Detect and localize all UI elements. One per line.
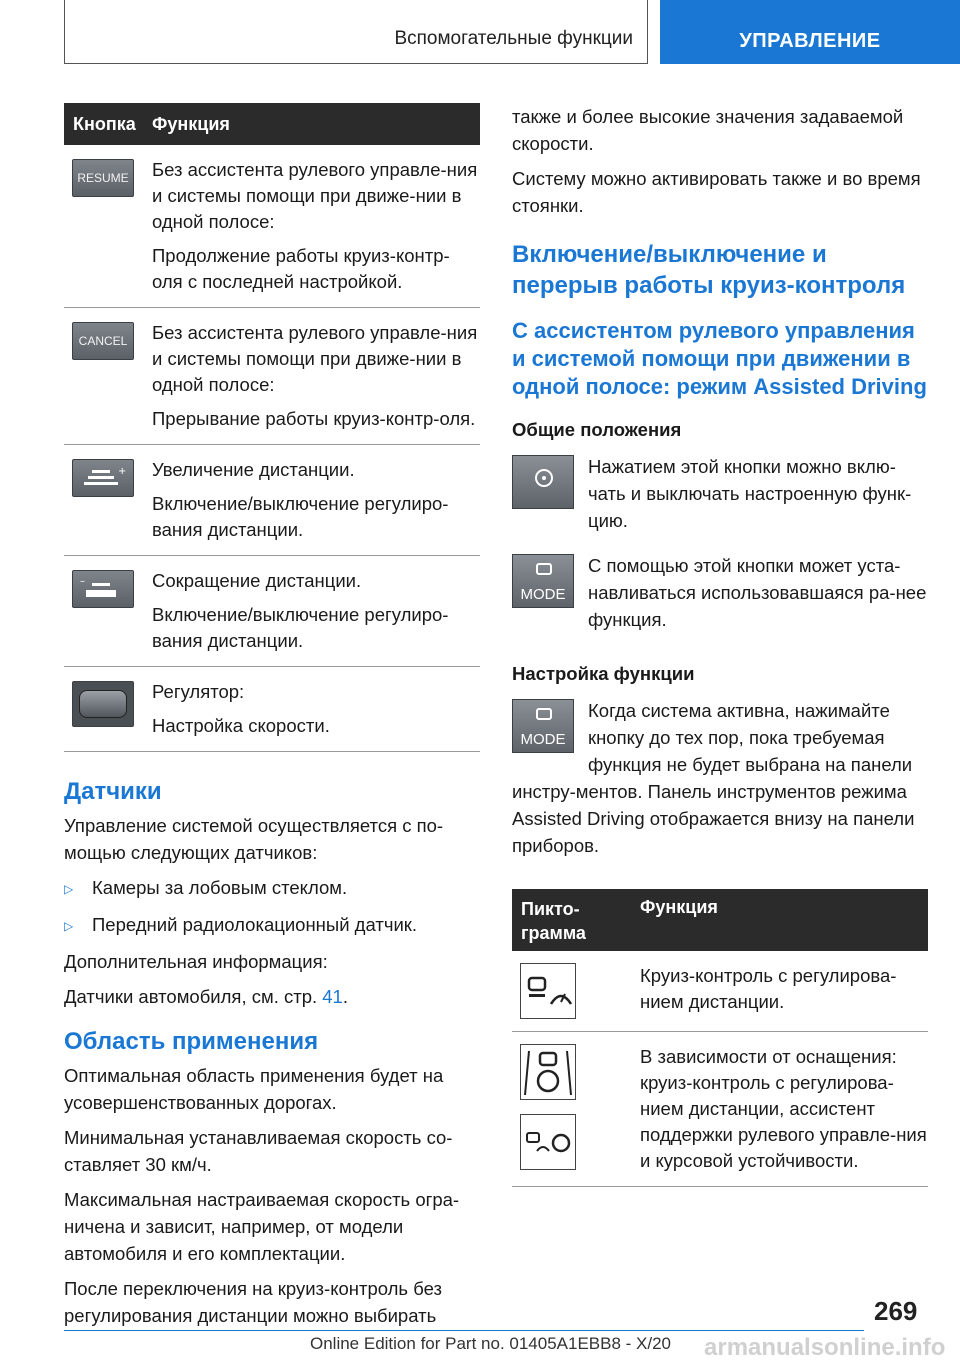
- usage-para: После переключения на круиз-контроль без регулирования дистанции можно выбирать: [64, 1278, 442, 1326]
- mode-button-icon: MODE: [512, 699, 574, 753]
- triangle-bullet-icon: ▷: [64, 919, 74, 933]
- right-column: [512, 103, 928, 1187]
- triangle-bullet-icon: ▷: [64, 882, 74, 896]
- setup-text: Когда система активна, нажимайте кнопку до тех пор, пока требуемая функция не будет выбрана на панели инстру-ментов. Панель инструментов режима Assisted Driving отображается внизу на панели приборов.: [512, 700, 915, 856]
- onoff-heading: Включение/выключение и перерыв работы круиз-контроля: [512, 241, 906, 299]
- assist-heading: С ассистентом рулевого управления и системой помощи при движении в одной полосе: режим Assisted Driving: [512, 318, 927, 399]
- table-row: [64, 556, 480, 667]
- row-text: Круиз-контроль с регулирова-нием дистанции.: [640, 965, 897, 1012]
- row-text: Продолжение работы круиз-контр-оля с последней настройкой.: [152, 245, 450, 292]
- press-text: Нажатием этой кнопки можно вклю-чать и выключать настроенную функ-цию.: [588, 456, 912, 531]
- continued-text: также и более высокие значения задаваемой скорости.: [512, 106, 904, 154]
- mode-text: С помощью этой кнопки может уста-навливаться использовавшаяся ра-нее функция.: [588, 555, 927, 630]
- usage-heading: Область применения: [64, 1028, 319, 1055]
- pictogram-table: [512, 889, 928, 1187]
- list-item: ▷ Передний радиолокационный датчик.: [64, 911, 480, 940]
- chapter-tab[interactable]: УПРАВЛЕНИЕ: [660, 0, 960, 64]
- footer-divider: [64, 1330, 864, 1331]
- page-link[interactable]: 41: [322, 986, 343, 1007]
- header-function: Функция: [152, 113, 230, 134]
- row-text: Включение/выключение регулиро-вания дистанции.: [152, 493, 449, 540]
- row-text: Прерывание работы круиз-контр-оля.: [152, 408, 476, 429]
- table-header: [512, 889, 928, 951]
- row-text: Увеличение дистанции.: [152, 459, 355, 480]
- row-text: Регулятор:: [152, 681, 245, 702]
- table-row: [64, 145, 480, 308]
- header-pictogram: Пикто-грамма: [521, 899, 586, 943]
- header-button: Кнопка: [73, 113, 136, 134]
- watermark: armanualsonline.info: [704, 1334, 946, 1361]
- acc-distance-icon: [520, 963, 576, 1019]
- row-text: Настройка скорости.: [152, 715, 330, 736]
- assist-toggle-button-icon: [512, 455, 574, 509]
- list-item: ▷ Камеры за лобовым стеклом.: [64, 874, 480, 903]
- row-text: В зависимости от оснащения: круиз-контроль с регулирова-нием дистанции, ассистент поддержки рулевого управле-ния и курсовой устойчивости.: [640, 1046, 927, 1171]
- usage-para: Минимальная устанавливаемая скорость со-ставляет 30 км/ч.: [64, 1127, 453, 1175]
- distance-decrease-icon: [72, 570, 134, 608]
- resume-button-icon: RESUME: [72, 159, 134, 197]
- row-text: Сокращение дистанции.: [152, 570, 362, 591]
- svg-text:–: –: [80, 576, 85, 587]
- sensors-intro: Управление системой осуществляется с по-мощью следующих датчиков:: [64, 815, 444, 863]
- sensors-more: Дополнительная информация:: [64, 951, 328, 972]
- edition-text: Online Edition for Part no. 01405A1EBB8 - X/20: [310, 1334, 672, 1353]
- mode-block: [512, 552, 928, 641]
- table-row: [64, 308, 480, 445]
- steering-assist-icon: [520, 1044, 576, 1100]
- rocker-switch-icon: [72, 681, 134, 727]
- row-text: Включение/выключение регулиро-вания дистанции.: [152, 604, 449, 651]
- mode-button-icon: MODE: [512, 554, 574, 608]
- cancel-button-icon: CANCEL: [72, 322, 134, 360]
- buttons-table: [64, 103, 480, 752]
- svg-text:+: +: [118, 466, 127, 477]
- table-header: [64, 103, 480, 145]
- usage-para: Оптимальная область применения будет на усовершенствованных дорогах.: [64, 1065, 444, 1113]
- setup-heading: Настройка функции: [512, 663, 695, 684]
- press-block: [512, 453, 928, 542]
- acc-steering-icon: [520, 1114, 576, 1170]
- table-row: [64, 667, 480, 752]
- table-row: [512, 1032, 928, 1187]
- standstill-text: Систему можно активировать также и во время стоянки.: [512, 168, 921, 216]
- general-heading: Общие положения: [512, 419, 682, 440]
- row-text: Без ассистента рулевого управле-ния и системы помощи при движе-нии в одной полосе:: [152, 159, 478, 232]
- header-section-box: [64, 0, 648, 64]
- table-row: [512, 951, 928, 1032]
- sensors-ref: Датчики автомобиля, см. стр. 41.: [64, 986, 348, 1007]
- sensors-heading: Датчики: [64, 778, 162, 805]
- usage-para: Максимальная настраиваемая скорость огра-ничена и зависит, например, от модели автомобиля и его комплектации.: [64, 1189, 460, 1264]
- row-text: Без ассистента рулевого управле-ния и системы помощи при движе-нии в одной полосе:: [152, 322, 478, 395]
- table-row: [64, 445, 480, 556]
- distance-increase-icon: [72, 459, 134, 497]
- setup-block: [512, 697, 928, 867]
- page-number: 269: [874, 1296, 918, 1326]
- left-column: [64, 103, 480, 1337]
- section-title: Вспомогательные функции: [394, 28, 633, 49]
- header-function: Функция: [640, 897, 718, 917]
